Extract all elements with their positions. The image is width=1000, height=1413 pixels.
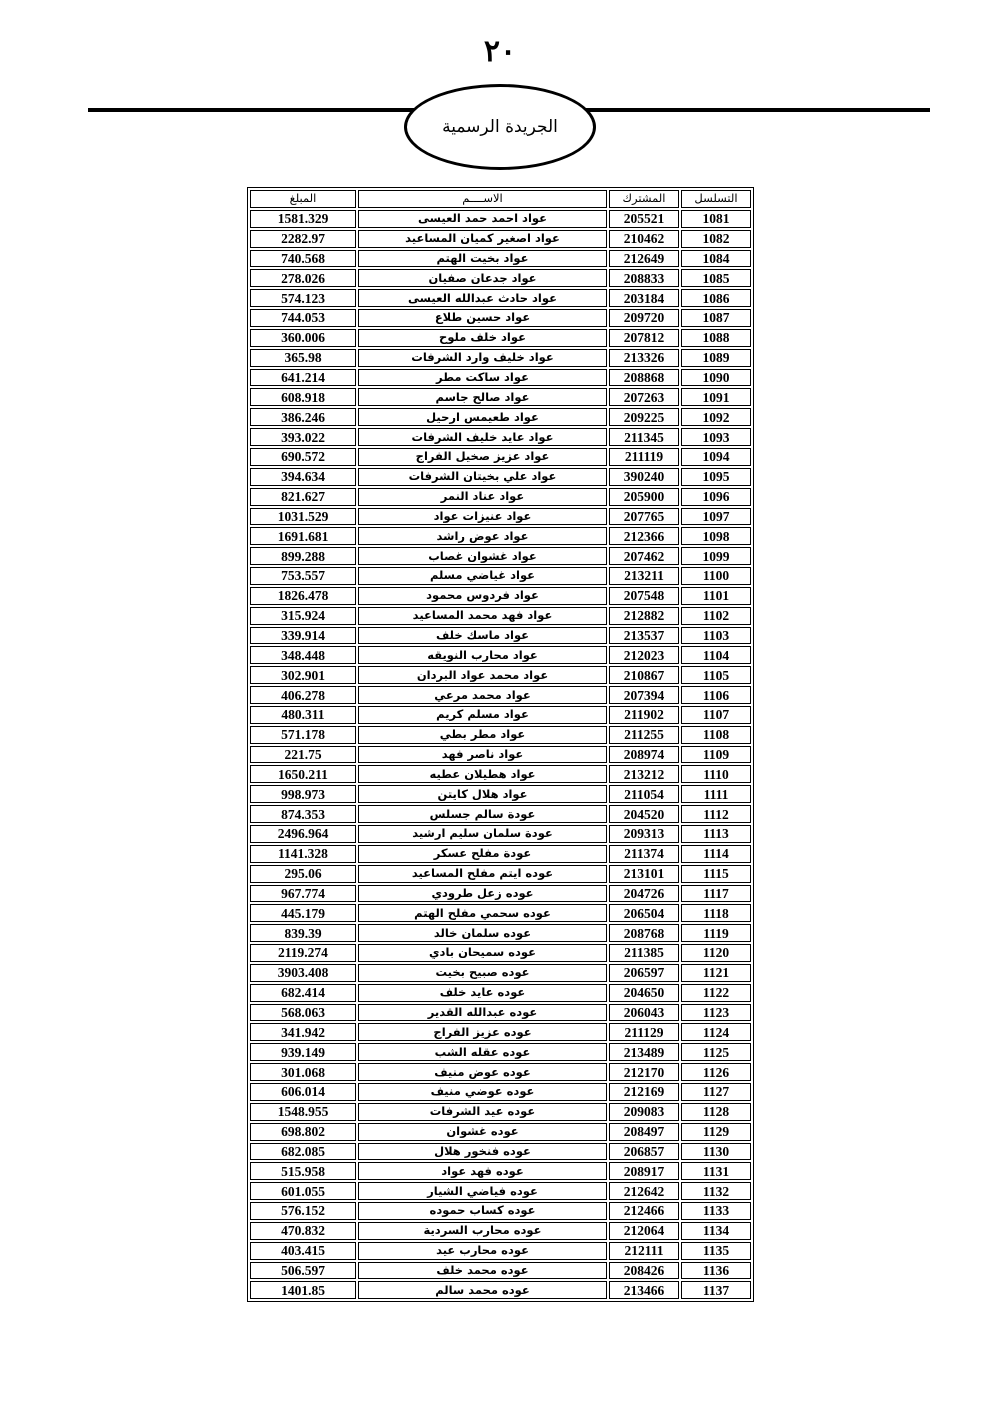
serial-cell: 1106 (681, 686, 751, 704)
header-serial: التسلسل (681, 190, 751, 208)
amount-cell: 574.123 (250, 289, 356, 307)
table-row (250, 388, 751, 406)
name-cell: عودة سلمان سليم ارشيد (358, 825, 607, 843)
serial-cell: 1087 (681, 309, 751, 327)
amount-cell: 365.98 (250, 349, 356, 367)
subscriber-cell: 207462 (609, 547, 679, 565)
amount-cell: 682.085 (250, 1143, 356, 1161)
name-cell: عوده ايتم مفلح المساعيد (358, 865, 607, 883)
table-row (250, 1063, 751, 1081)
serial-cell: 1086 (681, 289, 751, 307)
amount-cell: 360.006 (250, 329, 356, 347)
serial-cell: 1132 (681, 1182, 751, 1200)
name-cell: عواد طعيمس ارحيل (358, 408, 607, 426)
subscriber-cell: 212023 (609, 646, 679, 664)
table-row (250, 1222, 751, 1240)
table-row (250, 865, 751, 883)
serial-cell: 1111 (681, 785, 751, 803)
serial-cell: 1100 (681, 567, 751, 585)
serial-cell: 1129 (681, 1123, 751, 1141)
subscriber-cell: 211902 (609, 706, 679, 724)
subscriber-cell: 213211 (609, 567, 679, 585)
serial-cell: 1101 (681, 587, 751, 605)
serial-cell: 1102 (681, 607, 751, 625)
subscriber-cell: 203184 (609, 289, 679, 307)
subscriber-cell: 204520 (609, 805, 679, 823)
name-cell: عواد محارب النويقه (358, 646, 607, 664)
name-cell: عواد غشوان غصاب (358, 547, 607, 565)
subscriber-cell: 209313 (609, 825, 679, 843)
serial-cell: 1095 (681, 468, 751, 486)
table-row (250, 269, 751, 287)
subscriber-cell: 207812 (609, 329, 679, 347)
table-row (250, 1143, 751, 1161)
table-row (250, 1103, 751, 1121)
name-cell: عوده عوض منيف (358, 1063, 607, 1081)
serial-cell: 1094 (681, 448, 751, 466)
amount-cell: 1581.329 (250, 210, 356, 228)
name-cell: عوده غشوان (358, 1123, 607, 1141)
table-row (250, 607, 751, 625)
table-row (250, 1043, 751, 1061)
subscriber-cell: 212169 (609, 1083, 679, 1101)
subscriber-cell: 212882 (609, 607, 679, 625)
serial-cell: 1099 (681, 547, 751, 565)
name-cell: عواد عوض راشد (358, 527, 607, 545)
table-row (250, 627, 751, 645)
amount-cell: 744.053 (250, 309, 356, 327)
table-row (250, 964, 751, 982)
subscriber-cell: 210867 (609, 666, 679, 684)
subscriber-cell: 212170 (609, 1063, 679, 1081)
table-row (250, 1281, 751, 1299)
table-row (250, 329, 751, 347)
name-cell: عواد مسلم كريم (358, 706, 607, 724)
name-cell: عواد صالح جاسم (358, 388, 607, 406)
subscriber-cell: 212064 (609, 1222, 679, 1240)
amount-cell: 839.39 (250, 924, 356, 942)
header-amount: المبلغ (250, 190, 356, 208)
subscriber-cell: 213326 (609, 349, 679, 367)
serial-cell: 1085 (681, 269, 751, 287)
amount-cell: 1650.211 (250, 765, 356, 783)
serial-cell: 1091 (681, 388, 751, 406)
serial-cell: 1118 (681, 904, 751, 922)
name-cell: عوده زعل طرودي (358, 885, 607, 903)
table-row (250, 924, 751, 942)
amount-cell: 606.014 (250, 1083, 356, 1101)
name-cell: عوده محمد سالم (358, 1281, 607, 1299)
subscriber-cell: 213537 (609, 627, 679, 645)
name-cell: عواد علي بخيتان الشرفات (358, 468, 607, 486)
name-cell: عواد مطر بطي (358, 726, 607, 744)
amount-cell: 393.022 (250, 428, 356, 446)
name-cell: عوده فهد عواد (358, 1162, 607, 1180)
subscriber-cell: 206043 (609, 1004, 679, 1022)
table-row (250, 1083, 751, 1101)
amount-cell: 939.149 (250, 1043, 356, 1061)
serial-cell: 1103 (681, 627, 751, 645)
amount-cell: 568.063 (250, 1004, 356, 1022)
table-row (250, 706, 751, 724)
subscriber-cell: 211385 (609, 944, 679, 962)
table-row (250, 845, 751, 863)
name-cell: عواد حادث عبدالله العيسى (358, 289, 607, 307)
amount-cell: 1691.681 (250, 527, 356, 545)
subscriber-cell: 390240 (609, 468, 679, 486)
subscriber-cell: 211129 (609, 1023, 679, 1041)
table-row (250, 1123, 751, 1141)
serial-cell: 1117 (681, 885, 751, 903)
serial-cell: 1088 (681, 329, 751, 347)
subscriber-cell: 207765 (609, 508, 679, 526)
serial-cell: 1104 (681, 646, 751, 664)
table-row (250, 885, 751, 903)
subscriber-cell: 207548 (609, 587, 679, 605)
name-cell: عواد ماسك خلف (358, 627, 607, 645)
amount-cell: 821.627 (250, 488, 356, 506)
subscriber-cell: 209720 (609, 309, 679, 327)
table-row (250, 1182, 751, 1200)
subscriber-cell: 213212 (609, 765, 679, 783)
serial-cell: 1133 (681, 1202, 751, 1220)
table-row (250, 369, 751, 387)
amount-cell: 2282.97 (250, 230, 356, 248)
table-row (250, 1023, 751, 1041)
subscriber-cell: 208868 (609, 369, 679, 387)
serial-cell: 1092 (681, 408, 751, 426)
name-cell: عوده عقله الشب (358, 1043, 607, 1061)
subscriber-cell: 208768 (609, 924, 679, 942)
amount-cell: 506.597 (250, 1262, 356, 1280)
amount-cell: 339.914 (250, 627, 356, 645)
table-row (250, 210, 751, 228)
name-cell: عواد فردوس محمود (358, 587, 607, 605)
subscriber-cell: 209083 (609, 1103, 679, 1121)
name-cell: عوده محارب عيد (358, 1242, 607, 1260)
amount-cell: 348.448 (250, 646, 356, 664)
name-cell: عواد بخيت الهتم (358, 250, 607, 268)
serial-cell: 1122 (681, 984, 751, 1002)
subscriber-cell: 211255 (609, 726, 679, 744)
amount-cell: 576.152 (250, 1202, 356, 1220)
subscriber-cell: 211119 (609, 448, 679, 466)
table-row (250, 408, 751, 426)
name-cell: عواد احمد حمد العيسى (358, 210, 607, 228)
table-row (250, 805, 751, 823)
name-cell: عواد غياضي مسلم (358, 567, 607, 585)
amount-cell: 515.958 (250, 1162, 356, 1180)
name-cell: عوده عايد خلف (358, 984, 607, 1002)
subscriber-cell: 212649 (609, 250, 679, 268)
table-row (250, 904, 751, 922)
amount-cell: 998.973 (250, 785, 356, 803)
amount-cell: 601.055 (250, 1182, 356, 1200)
subscriber-cell: 207394 (609, 686, 679, 704)
table-body (250, 210, 751, 1299)
serial-cell: 1123 (681, 1004, 751, 1022)
table-row (250, 666, 751, 684)
serial-cell: 1090 (681, 369, 751, 387)
subscriber-cell: 213466 (609, 1281, 679, 1299)
table-row (250, 527, 751, 545)
name-cell: عوده محارب السردية (358, 1222, 607, 1240)
name-cell: عوده محمد خلف (358, 1262, 607, 1280)
serial-cell: 1093 (681, 428, 751, 446)
name-cell: عواد عناد النمر (358, 488, 607, 506)
amount-cell: 1031.529 (250, 508, 356, 526)
subscriber-cell: 205900 (609, 488, 679, 506)
amount-cell: 698.802 (250, 1123, 356, 1141)
subscriber-cell: 208974 (609, 746, 679, 764)
table-row (250, 1242, 751, 1260)
table-row (250, 349, 751, 367)
serial-cell: 1098 (681, 527, 751, 545)
name-cell: عواد اصغير كميان المساعيد (358, 230, 607, 248)
serial-cell: 1110 (681, 765, 751, 783)
subscriber-cell: 213489 (609, 1043, 679, 1061)
serial-cell: 1137 (681, 1281, 751, 1299)
amount-cell: 682.414 (250, 984, 356, 1002)
amount-cell: 690.572 (250, 448, 356, 466)
serial-cell: 1082 (681, 230, 751, 248)
name-cell: عواد عنيزات عواد (358, 508, 607, 526)
subscriber-cell: 208833 (609, 269, 679, 287)
amount-cell: 221.75 (250, 746, 356, 764)
subscriber-cell: 206504 (609, 904, 679, 922)
amount-cell: 967.774 (250, 885, 356, 903)
name-cell: عوده صبيح بخيت (358, 964, 607, 982)
serial-cell: 1134 (681, 1222, 751, 1240)
table-row (250, 289, 751, 307)
subscriber-cell: 206597 (609, 964, 679, 982)
table-row (250, 567, 751, 585)
name-cell: عواد هطيلان عطيه (358, 765, 607, 783)
name-cell: عواد محمد مرعي (358, 686, 607, 704)
name-cell: عوده سميحان بادي (358, 944, 607, 962)
serial-cell: 1130 (681, 1143, 751, 1161)
subscriber-cell: 212466 (609, 1202, 679, 1220)
table-row (250, 825, 751, 843)
serial-cell: 1112 (681, 805, 751, 823)
subscriber-cell: 204726 (609, 885, 679, 903)
table-row (250, 1004, 751, 1022)
amount-cell: 341.942 (250, 1023, 356, 1041)
amount-cell: 899.288 (250, 547, 356, 565)
name-cell: عواد فهد محمد المساعيد (358, 607, 607, 625)
subscriber-cell: 208917 (609, 1162, 679, 1180)
serial-cell: 1084 (681, 250, 751, 268)
serial-cell: 1114 (681, 845, 751, 863)
amount-cell: 386.246 (250, 408, 356, 426)
name-cell: عواد عزيز صخيل الفراج (358, 448, 607, 466)
serial-cell: 1107 (681, 706, 751, 724)
table-row (250, 508, 751, 526)
table-row (250, 785, 751, 803)
amount-cell: 1826.478 (250, 587, 356, 605)
table-row (250, 230, 751, 248)
name-cell: عوده فياضي الشيار (358, 1182, 607, 1200)
table-row (250, 765, 751, 783)
amount-cell: 445.179 (250, 904, 356, 922)
serial-cell: 1126 (681, 1063, 751, 1081)
serial-cell: 1120 (681, 944, 751, 962)
subscriber-cell: 204650 (609, 984, 679, 1002)
name-cell: عواد ناصر فهد (358, 746, 607, 764)
serial-cell: 1124 (681, 1023, 751, 1041)
amount-cell: 278.026 (250, 269, 356, 287)
serial-cell: 1115 (681, 865, 751, 883)
header-oval (404, 84, 596, 170)
amount-cell: 571.178 (250, 726, 356, 744)
table-row (250, 468, 751, 486)
table-row (250, 686, 751, 704)
serial-cell: 1109 (681, 746, 751, 764)
serial-cell: 1131 (681, 1162, 751, 1180)
name-cell: عواد حسين طلاع (358, 309, 607, 327)
serial-cell: 1097 (681, 508, 751, 526)
subscriber-cell: 207263 (609, 388, 679, 406)
table-row (250, 984, 751, 1002)
amount-cell: 1401.85 (250, 1281, 356, 1299)
amount-cell: 403.415 (250, 1242, 356, 1260)
amount-cell: 608.918 (250, 388, 356, 406)
serial-cell: 1105 (681, 666, 751, 684)
amount-cell: 470.832 (250, 1222, 356, 1240)
name-cell: عوده فنخور هلال (358, 1143, 607, 1161)
serial-cell: 1135 (681, 1242, 751, 1260)
subscriber-cell: 205521 (609, 210, 679, 228)
serial-cell: 1127 (681, 1083, 751, 1101)
page-number: ٢٠ (483, 34, 517, 69)
subscriber-cell: 209225 (609, 408, 679, 426)
table-row (250, 428, 751, 446)
name-cell: عوده عيد الشرفات (358, 1103, 607, 1121)
amount-cell: 3903.408 (250, 964, 356, 982)
serial-cell: 1081 (681, 210, 751, 228)
amount-cell: 641.214 (250, 369, 356, 387)
subscriber-cell: 211054 (609, 785, 679, 803)
table-row (250, 746, 751, 764)
table-row (250, 1262, 751, 1280)
subscriber-cell: 213101 (609, 865, 679, 883)
name-cell: عواد جدعان صفيان (358, 269, 607, 287)
table-row (250, 250, 751, 268)
serial-cell: 1089 (681, 349, 751, 367)
serial-cell: 1136 (681, 1262, 751, 1280)
table-header-row (250, 190, 751, 208)
serial-cell: 1096 (681, 488, 751, 506)
amount-cell: 315.924 (250, 607, 356, 625)
name-cell: عواد محمد عواد البردان (358, 666, 607, 684)
name-cell: عواد عايد خليف الشرفات (358, 428, 607, 446)
serial-cell: 1128 (681, 1103, 751, 1121)
header-subscriber: المشترك (609, 190, 679, 208)
subscriber-cell: 211345 (609, 428, 679, 446)
name-cell: عواد خليف وارد الشرفات (358, 349, 607, 367)
subscriber-table (247, 187, 754, 1302)
subscriber-cell: 212642 (609, 1182, 679, 1200)
serial-cell: 1113 (681, 825, 751, 843)
header-name: الاســــم (358, 190, 607, 208)
subscriber-cell: 212111 (609, 1242, 679, 1260)
serial-cell: 1119 (681, 924, 751, 942)
name-cell: عوده كساب حموده (358, 1202, 607, 1220)
table-row (250, 726, 751, 744)
table-row (250, 1202, 751, 1220)
name-cell: عوده سحمي مفلح الهتم (358, 904, 607, 922)
gazette-title: الجريدة الرسمية (442, 117, 558, 137)
subscriber-cell: 208426 (609, 1262, 679, 1280)
amount-cell: 753.557 (250, 567, 356, 585)
serial-cell: 1108 (681, 726, 751, 744)
amount-cell: 480.311 (250, 706, 356, 724)
table-row (250, 587, 751, 605)
amount-cell: 740.568 (250, 250, 356, 268)
amount-cell: 1141.328 (250, 845, 356, 863)
amount-cell: 295.06 (250, 865, 356, 883)
amount-cell: 302.901 (250, 666, 356, 684)
amount-cell: 874.353 (250, 805, 356, 823)
name-cell: عودة سالم جسلس (358, 805, 607, 823)
name-cell: عواد هلال كايتن (358, 785, 607, 803)
table-row (250, 646, 751, 664)
name-cell: عوده عبدالله القدير (358, 1004, 607, 1022)
subscriber-cell: 212366 (609, 527, 679, 545)
subscriber-cell: 210462 (609, 230, 679, 248)
table-row (250, 1162, 751, 1180)
amount-cell: 2496.964 (250, 825, 356, 843)
serial-cell: 1125 (681, 1043, 751, 1061)
subscriber-cell: 211374 (609, 845, 679, 863)
table-row (250, 309, 751, 327)
name-cell: عوده عوضي منيف (358, 1083, 607, 1101)
amount-cell: 406.278 (250, 686, 356, 704)
subscriber-cell: 206857 (609, 1143, 679, 1161)
serial-cell: 1121 (681, 964, 751, 982)
name-cell: عوده عزيز الفراج (358, 1023, 607, 1041)
amount-cell: 301.068 (250, 1063, 356, 1081)
subscriber-cell: 208497 (609, 1123, 679, 1141)
name-cell: عوده سلمان خالد (358, 924, 607, 942)
amount-cell: 1548.955 (250, 1103, 356, 1121)
amount-cell: 394.634 (250, 468, 356, 486)
name-cell: عودة مفلح عسكر (358, 845, 607, 863)
amount-cell: 2119.274 (250, 944, 356, 962)
table-row (250, 944, 751, 962)
table-row (250, 448, 751, 466)
table-row (250, 547, 751, 565)
name-cell: عواد ساكت مطر (358, 369, 607, 387)
name-cell: عواد خلف ملوح (358, 329, 607, 347)
table-row (250, 488, 751, 506)
